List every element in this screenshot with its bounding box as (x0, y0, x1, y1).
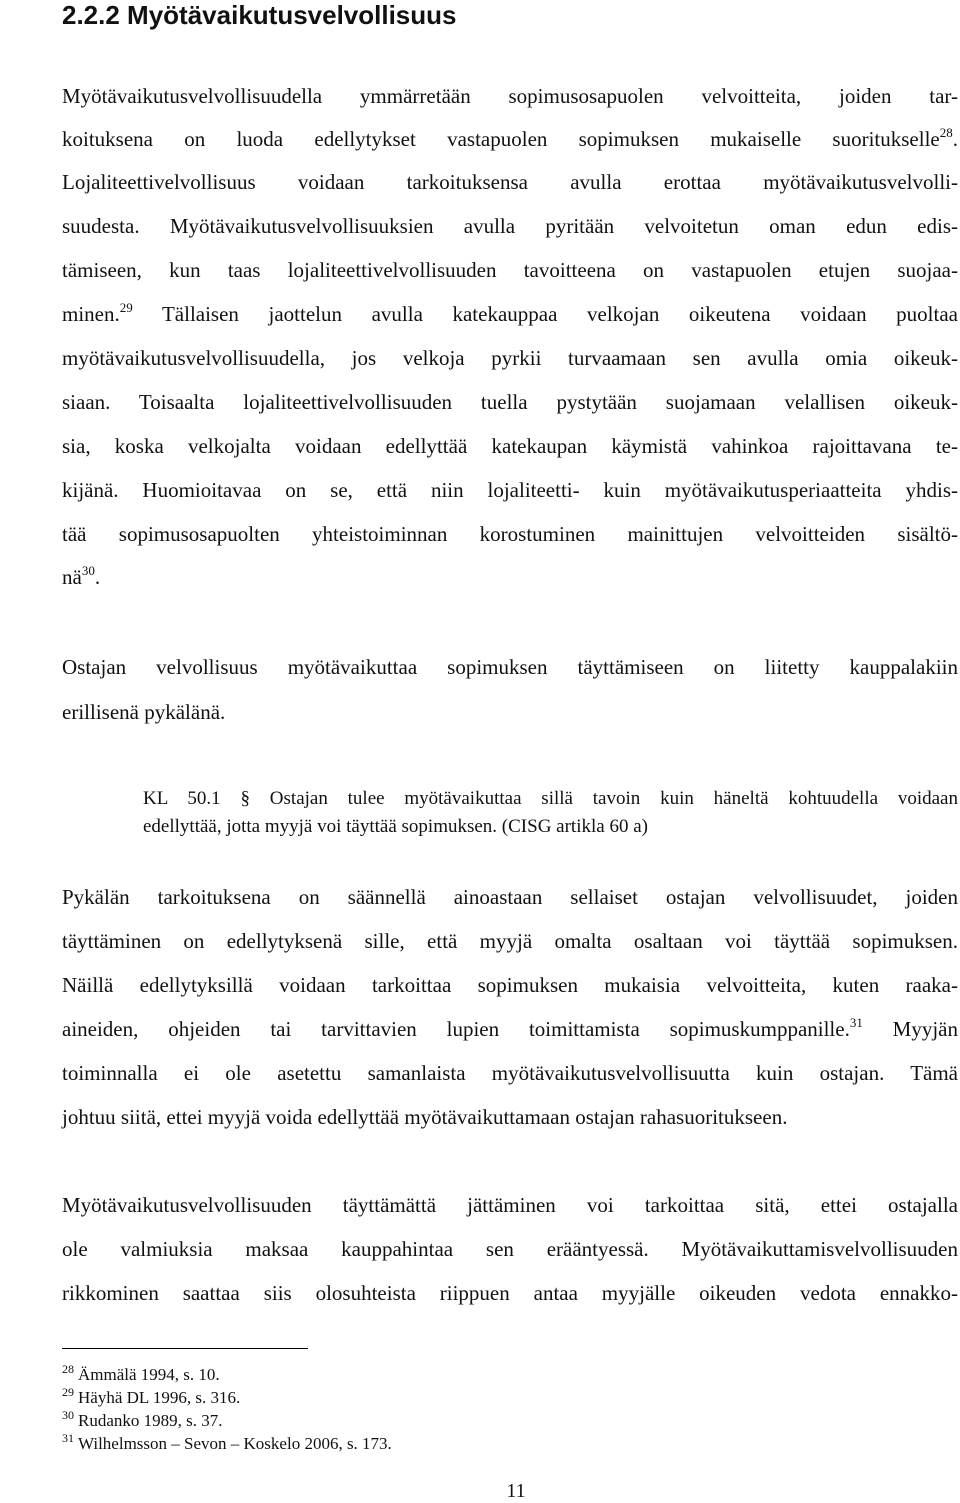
text-line: Ostajan velvollisuus myötävaikuttaa sopimuksen täyttämiseen on liitetty kauppalakiin (62, 655, 958, 679)
text-line (62, 127, 958, 151)
text-line: kijänä. Huomioitavaa on se, että niin lojaliteetti- kuin myötävaikutusperiaatteita yhdis- (62, 478, 958, 502)
text-span: minen. (62, 302, 120, 326)
footnote-number: 28 (62, 1362, 74, 1376)
text-line: Pykälän tarkoituksena on säännellä ainoastaan sellaiset ostajan velvollisuudet, joiden (62, 885, 958, 909)
footnote-text: Wilhelmsson – Sevon – Koskelo 2006, s. 173. (78, 1434, 392, 1453)
text-line: Lojaliteettivelvollisuus voidaan tarkoituksensa avulla erottaa myötävaikutusvelvolli- (62, 170, 958, 194)
footnote-ref: 30 (81, 563, 95, 578)
text-line: johtuu siitä, ettei myyjä voida edellyttää myötävaikuttamaan ostajan rahasuoritukseen. (62, 1105, 788, 1129)
footnote (62, 1431, 392, 1454)
text-line: erillisenä pykälänä. (62, 700, 226, 724)
quote-line: edellyttää, jotta myyjä voi täyttää sopimuksen. (CISG artikla 60 a) (143, 816, 648, 837)
footnote-text: Häyhä DL 1996, s. 316. (78, 1388, 241, 1407)
text-span: . (952, 127, 958, 151)
footnote (62, 1408, 223, 1431)
quote-line: KL 50.1 § Ostajan tulee myötävaikuttaa sillä tavoin kuin häneltä kohtuudella voidaan (143, 788, 958, 809)
text-span: koituksena on luoda edellytykset vastapuolen sopimuksen mukaiselle suoritukselle (62, 127, 940, 151)
text-line: ole valmiuksia maksaa kauppahintaa sen erääntyessä. Myötävaikuttamisvelvollisuuden (62, 1237, 958, 1261)
text-span: nä (62, 565, 82, 589)
text-line: täyttäminen on edellytyksenä sille, että myyjä omalta osaltaan voi täyttää sopimuksen. (62, 929, 958, 953)
text-line: tämiseen, kun taas lojaliteettivelvollisuuden tavoitteena on vastapuolen etujen suojaa- (62, 258, 958, 282)
text-line: toiminnalla ei ole asetettu samanlaista myötävaikutusvelvollisuutta kuin ostajan. Tämä (62, 1061, 958, 1085)
footnote-number: 30 (62, 1408, 74, 1422)
footnote (62, 1362, 220, 1385)
text-line (62, 565, 958, 589)
section-heading: 2.2.2 Myötävaikutusvelvollisuus (62, 0, 457, 30)
text-line: tää sopimusosapuolten yhteistoiminnan korostuminen mainittujen velvoitteiden sisältö- (62, 522, 958, 546)
text-line: sia, koska velkojalta voidaan edellyttää katekaupan käymistä vahinkoa rajoittavana te- (62, 434, 958, 458)
text-line: Näillä edellytyksillä voidaan tarkoittaa sopimuksen mukaisia velvoitteita, kuten raaka- (62, 973, 958, 997)
text-line (62, 1017, 958, 1041)
text-line (62, 302, 958, 326)
footnote-number: 31 (62, 1431, 74, 1445)
text-line: Myötävaikutusvelvollisuudella ymmärretään sopimusosapuolen velvoitteita, joiden tar- (62, 84, 958, 108)
footnote-ref: 28 (939, 125, 953, 140)
text-line: siaan. Toisaalta lojaliteettivelvollisuuden tuella pystytään suojamaan velallisen oikeuk- (62, 390, 958, 414)
footnote-number: 29 (62, 1385, 74, 1399)
text-span: Myyjän (862, 1017, 958, 1041)
page-number: 11 (506, 1480, 526, 1502)
footnote-text: Ämmälä 1994, s. 10. (78, 1365, 220, 1384)
footnote (62, 1385, 241, 1408)
text-line: rikkominen saattaa siis olosuhteista riippuen antaa myyjälle oikeuden vedota ennakko- (62, 1281, 958, 1305)
text-span: . (94, 565, 101, 589)
footnote-text: Rudanko 1989, s. 37. (78, 1411, 223, 1430)
footnote-ref: 31 (849, 1015, 863, 1030)
footnote-ref: 29 (119, 300, 133, 315)
text-line: suudesta. Myötävaikutusvelvollisuuksien avulla pyritään velvoitetun oman edun edis- (62, 214, 958, 238)
text-line: Myötävaikutusvelvollisuuden täyttämättä jättäminen voi tarkoittaa sitä, ettei ostajalla (62, 1193, 958, 1217)
text-span: Tällaisen jaottelun avulla katekauppaa velkojan oikeutena voidaan puoltaa (132, 302, 958, 326)
footnote-divider (62, 1348, 308, 1349)
text-span: aineiden, ohjeiden tai tarvittavien lupien toimittamista sopimuskumppanille. (62, 1017, 850, 1041)
text-line: myötävaikutusvelvollisuudella, jos velkoja pyrkii turvaamaan sen avulla omia oikeuk- (62, 346, 958, 370)
